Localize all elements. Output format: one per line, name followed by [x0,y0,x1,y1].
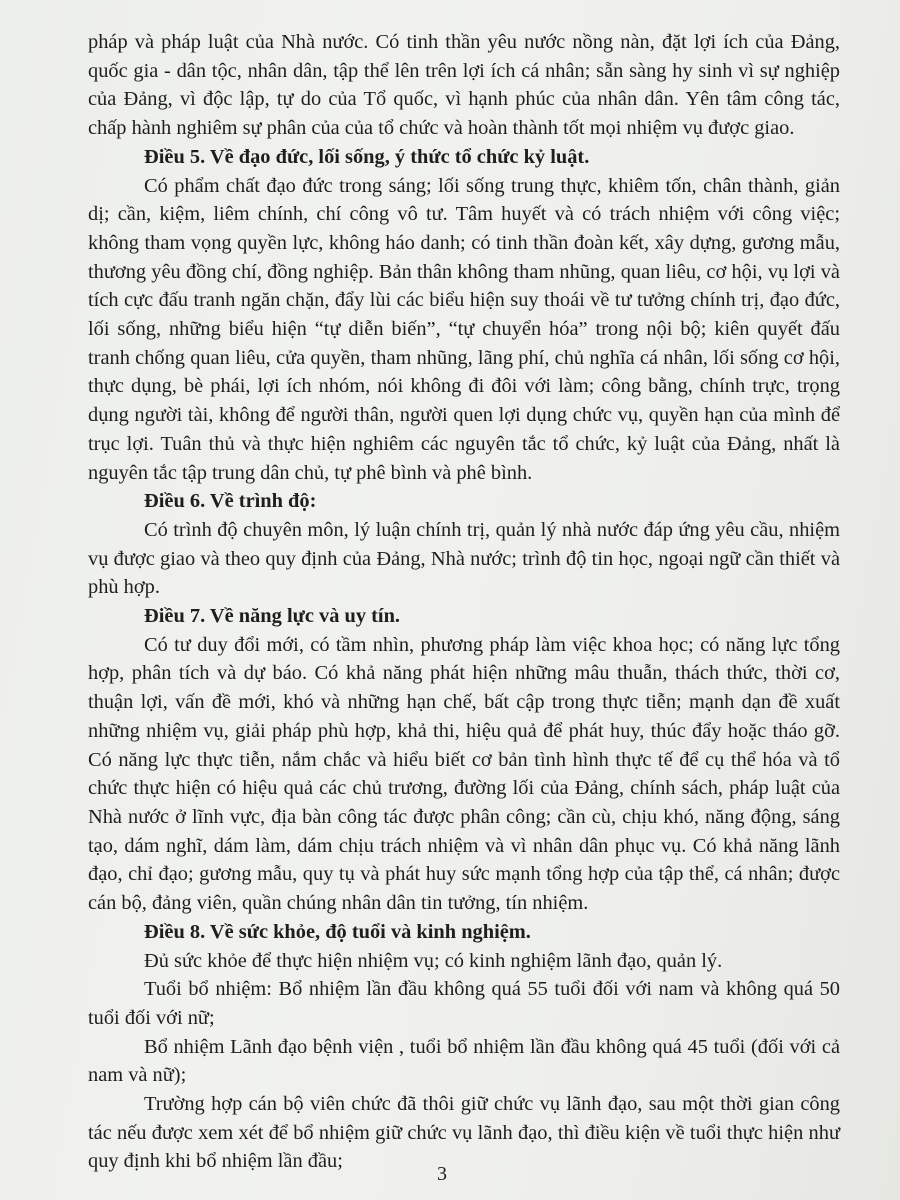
paragraph-continuation: pháp và pháp luật của Nhà nước. Có tinh thần yêu nước nồng nàn, đặt lợi ích của Đảng, quốc gia - dân tộc, nhân dân, tập thể lên trên lợi ích cá nhân; sẵn sàng hy sinh vì sự nghiệp của Đảng, vì độc lập, tự do của Tổ quốc, vì hạnh phúc của nhân dân. Yên tâm công tác, chấp hành nghiêm sự phân của của tổ chức và hoàn thành tốt mọi nhiệm vụ được giao. [88,31,840,140]
paragraph-article-5: Có phẩm chất đạo đức trong sáng; lối sống trung thực, khiêm tốn, chân thành, giản dị; cần, kiệm, liêm chính, chí công vô tư. Tâm huyết và có trách nhiệm với công việc; không tham vọng quyền lực, không háo danh; có tinh thần đoàn kết, xây dựng, gương mẫu, thương yêu đồng chí, đồng nghiệp. Bản thân không tham nhũng, quan liêu, cơ hội, vụ lợi và tích cực đấu tranh ngăn chặn, đẩy lùi các biểu hiện suy thoái về tư tưởng chính trị, đạo đức, lối sống, những biểu hiện “tự diễn biến”, “tự chuyển hóa” trong nội bộ; kiên quyết đấu tranh chống quan liêu, cửa quyền, tham nhũng, lãng phí, chủ nghĩa cá nhân, lối sống cơ hội, thực dụng, bè phái, lợi ích nhóm, nói không đi đôi với làm; công bằng, chính trực, trọng dụng người tài, không để người thân, người quen lợi dụng chức vụ, quyền hạn của mình để trục lợi. Tuân thủ và thực hiện nghiêm các nguyên tắc tổ chức, kỷ luật của Đảng, nhất là nguyên tắc tập trung dân chủ, tự phê bình và phê bình. [88,174,840,484]
heading-article-5: Điều 5. Về đạo đức, lối sống, ý thức tổ chức kỷ luật. [144,145,590,168]
heading-article-6: Điều 6. Về trình độ: [144,490,317,513]
paragraph-health: Đủ sức khỏe để thực hiện nhiệm vụ; có kinh nghiệm lãnh đạo, quản lý. [144,949,723,972]
page-number: 3 [437,1163,447,1185]
heading-article-8: Điều 8. Về sức khỏe, độ tuổi và kinh nghiệm. [144,920,531,943]
document-body [88,28,840,1176]
heading-article-7: Điều 7. Về năng lực và uy tín. [144,605,401,628]
paragraph-reappointment: Trường hợp cán bộ viên chức đã thôi giữ chức vụ lãnh đạo, sau một thời gian công tác nếu được xem xét để bổ nhiệm giữ chức vụ lãnh đạo, thì điều kiện về tuổi thực hiện như quy định khi bổ nhiệm lần đầu; [88,1093,840,1173]
paragraph-appointment-age: Tuổi bổ nhiệm: Bổ nhiệm lần đầu không quá 55 tuổi đối với nam và không quá 50 tuổi đối với nữ; [88,978,840,1029]
paragraph-hospital-leader-age: Bổ nhiệm Lãnh đạo bệnh viện , tuổi bổ nhiệm lần đầu không quá 45 tuổi (đối với cả nam và nữ); [88,1035,840,1087]
paragraph-article-7: Có tư duy đổi mới, có tầm nhìn, phương pháp làm việc khoa học; có năng lực tổng hợp, phân tích và dự báo. Có khả năng phát hiện những mâu thuẫn, thách thức, thời cơ, thuận lợi, vấn đề mới, khó và những hạn chế, bất cập trong thực tiễn; mạnh dạn đề xuất những nhiệm vụ, giải pháp phù hợp, khả thi, hiệu quả để phát huy, thúc đẩy hoặc tháo gỡ. Có năng lực thực tiễn, nắm chắc và hiểu biết cơ bản tình hình thực tế để cụ thể hóa và tổ chức thực hiện có hiệu quả các chủ trương, đường lối của Đảng, chính sách, pháp luật của Nhà nước ở lĩnh vực, địa bàn công tác được phân công; cần cù, chịu khó, năng động, sáng tạo, dám nghĩ, dám làm, dám chịu trách nhiệm và vì nhân dân phục vụ. Có khả năng lãnh đạo, chỉ đạo; gương mẫu, quy tụ và phát huy sức mạnh tổng hợp của tập thể, cá nhân; được cán bộ, đảng viên, quần chúng nhân dân tin tưởng, tín nhiệm. [88,633,840,915]
paragraph-article-6: Có trình độ chuyên môn, lý luận chính trị, quản lý nhà nước đáp ứng yêu cầu, nhiệm vụ được giao và theo quy định của Đảng, Nhà nước; trình độ tin học, ngoại ngữ cần thiết và phù hợp. [88,518,840,599]
